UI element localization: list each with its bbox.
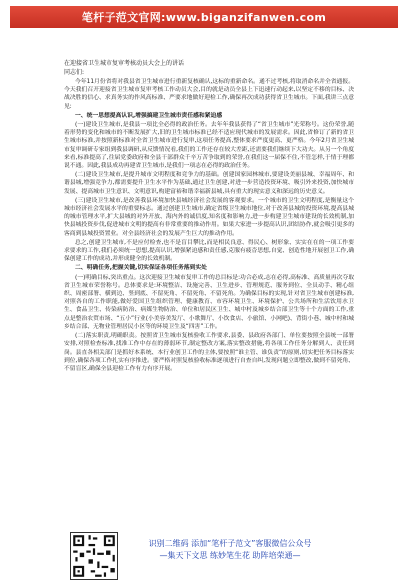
paragraph: 今年11月份省将对我县省卫生城市进行重新复核确认,这标的重新命名。通不过考核,将取消命名并全省通报。今天我们召开迎接省卫生城市复审考核工作动员大会,目的就是动员全县上下迅速行动起来,以坚定不移的目标、决战决胜的信心、求真务实的作风高标准、严要求地做好迎检工作,确保再次成功获得省卫生城市。下面,我讲三点意见: <box>64 79 354 110</box>
paragraph: 总之,创建卫生城市,不是应付检查,也不是盲目攀比,而是相民良意、得民心、树形象、实实在在的一项工作要求要求的工作,我们必须统一思想,提高认识,增强紧迫感和责任感,克服有疲沓思想,自觉、创造性地开展创卫工作,确保创建工作的成功,并形成健全的长效机制。 <box>64 239 354 263</box>
paragraph: (二)建设卫生城市,是提升城市文明程度和竞争力的基础。创建国家园林城市,要建设美丽县城、幸福周年、和谐县城,增强竞争力,都需要提升卫生水平作为基础,通过卫生创建,对进一步营造投资环境、吸引外来投资,加快城市发展、提高城市卫生意识、文明意识,构建富裕和谐幸福新县城,具有重大的现实意义和深远的历史意义。 <box>64 172 354 195</box>
banner-text: 笔杆子范文官网:www.biganzifanwen.com <box>81 11 327 24</box>
paragraph-list <box>64 78 354 373</box>
footer-line-2: —集天下文思 练妙笔生花 助阵培荣通— <box>159 551 301 560</box>
section-heading: 一、统一思想提高认识,增强搞建卫生城市责任感和紧迫感 <box>75 112 223 119</box>
salutation: 同志们: <box>64 69 85 76</box>
paragraph: (一)建设卫生城市,是我县一项比全必得的政治任务。去年年我县获得了“省卫生城市”光荣称号。这份荣誉,随着形势的变化和城市的不断发展扩大,旧的卫生城市标准已经不适应现代城市的发展需求。因此,省修订了新的省卫生城市标准,并按照新标准对全省卫生城市进行复审,这项任务提高,整体要求严度更高、更严格。今年2月省卫生城市复审调研专家组到我县调研,从反馈情况看,我们的工作还存在较大差距,还需要我们继续下大功夫。从另一个角度来看,标准提高了,往届党委政府和全县干部群众千辛万苦争取到的荣誉,在我们这一届保不住,不管怎样,于情于理都说不通。因此,我县成功再建省卫生城市,是我们一项志在必得的政治任务。 <box>64 122 354 170</box>
paragraph: (三)建设卫生城市,是改善我县环境加快县城经济社会发展的客观要求。一个城市的卫生文明程度,是衡量这个城市经济社会发展水平的重要标志。通过创建卫生城市,确定省级卫生城市地位,对于改善县城的投资环境,提高县城的城市管理水平,扩大县城的对外开放、海内外的诚信度,知名度和影响力,进一步构建卫生城市建设的长效机制,加快县城投资步伐,促进城市文明的提高有非常重要的推动作用。如果大家进一步提高认识,团结协作,就会吸引更多的客商到县城投资置业。对全县经济社会的发展产生巨大的推动作用。 <box>64 197 354 237</box>
section-heading: 二、明确任务,把握关键,切实保证各项任务落到实处 <box>75 265 207 272</box>
site-banner <box>10 6 398 28</box>
footer-text <box>130 538 330 562</box>
footer-line-1: 识别二维码 添加“笔杆子范文”客服微信公众号 <box>148 539 312 548</box>
qr-code-icon[interactable] <box>70 532 118 580</box>
paragraph: (一)明确目标,突出重点。这次迎接卫生城市复审工作的总目标是:功合必成,志在必得,高标准、高质量再次夺取省卫生城市荣誉称号。总体要求是:环境整洁、设施完善、卫生进步、管理规范、服务到位、全员动手、精心组织、周密部署、横到边、竖到底、不留死角、不留死角、不留死角。为确保目标的实现,针对省卫生城市创建标准,对照各自的工作职能,做好爱国卫生组织管理、健康教育、市容环境卫生、环境保护、公共场所和生活饮用水卫生、食品卫生、传染病防治、病媒生物防治、单位和居民区卫生、城中村及城乡结合部卫生等十个方面的工作,重点是整治农贸市场、“五小”行业(小美容美发厅、小歌舞厅、小饮食店、小旅馆、小网吧)、背街小巷、城中村和城乡结合部、无物业管理居民小区等的环境卫生及“四害”工作。 <box>64 274 354 330</box>
document-title: 在迎接省卫生城市复审考核动员大会上的讲话 <box>64 60 185 67</box>
document-body <box>64 60 354 374</box>
paragraph: (二)落实职责,明确职责。按照省卫生城市复核验收工作要求,县委、县政府各部门、单位要按照全县统一部署安排,对照检查标准,找准工作中存在的薄弱环节,制定整改方案,落实整改措施,将各项工作任务分解到人、责任到岗。县直各相关部门是抓好本系统、本行业创卫工作的主体,要按照“谁主管、谁负责”的原则,切实把任务目标落实到位,确保各项工作扎实有序推进。要严格对照复核验收标准逐项进行自查自纠,发现问题立即整改,做到不留死角、不留盲区,确保全县迎检工作有力有序开展。 <box>64 333 354 372</box>
footer <box>0 530 408 580</box>
